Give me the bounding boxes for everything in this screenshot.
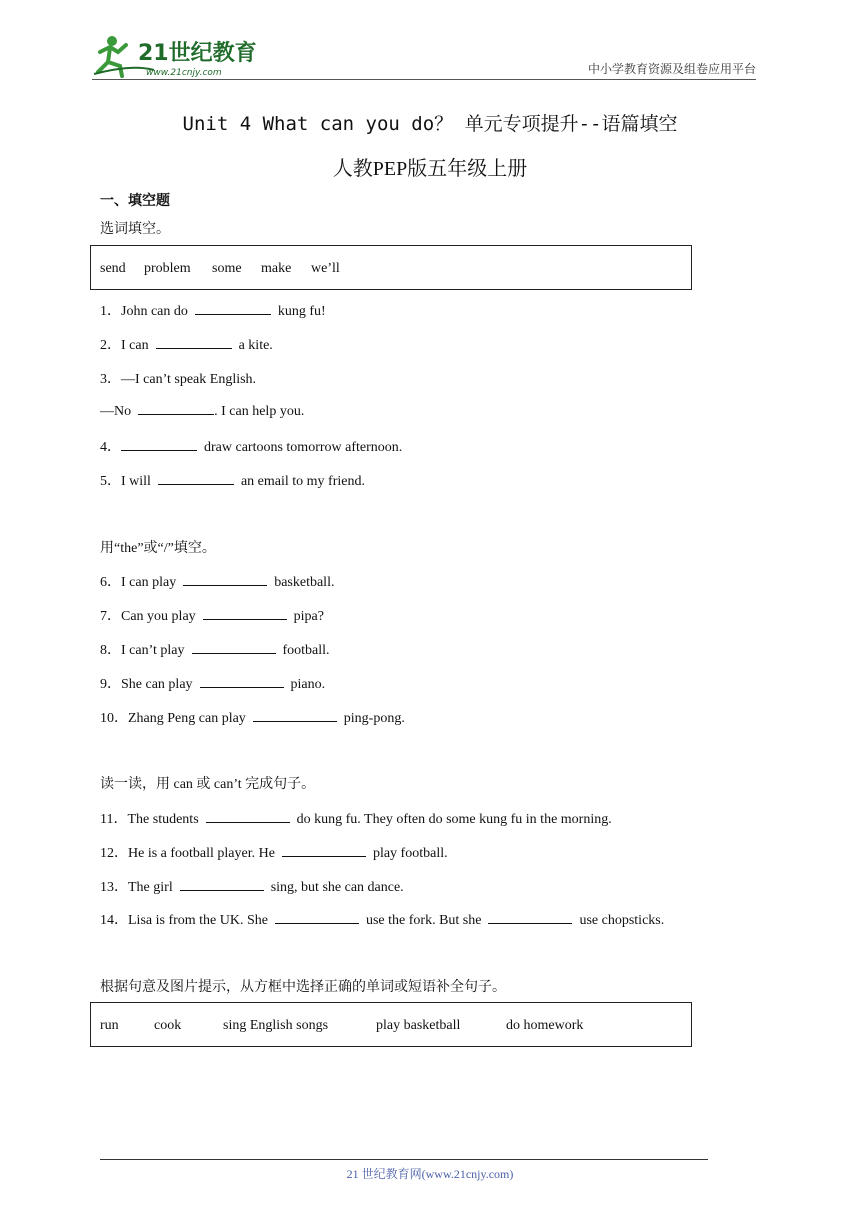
question-6 [100,571,334,591]
question-text: kung fu! [277,304,326,319]
answer-blank[interactable] [200,675,284,688]
word-bank-item: send [100,261,126,276]
part1-instruction: 选词填空。 [100,222,170,237]
header-divider [92,79,756,80]
answer-blank[interactable] [192,641,276,654]
question-1 [100,300,326,320]
answer-blank[interactable] [203,607,287,620]
question-10 [100,707,405,727]
question-14 [100,909,664,929]
footer-link[interactable]: 21 世纪教育网(www.21cnjy.com) [346,1167,514,1181]
question-text: Zhang Peng can play [128,711,246,726]
question-text: play football. [372,846,448,861]
logo-url: www.21cnjy.com [146,68,222,78]
question-text: The girl [128,880,173,895]
word-bank-item: do homework [506,1018,584,1033]
answer-blank[interactable] [156,336,232,349]
question-text: The students [127,812,199,827]
question-text: basketball. [274,575,335,590]
question-number: 13． [100,880,128,895]
question-text: Can you play [121,609,196,624]
answer-blank[interactable] [275,911,359,924]
part2-instruction: 用“the”或“/”填空。 [100,541,216,556]
word-bank-item: problem [144,261,191,276]
question-text: a kite. [238,338,273,353]
question-text: do kung fu. They often do some kung fu in the morning. [296,812,612,827]
question-number: 12． [100,846,128,861]
question-3 [100,368,256,388]
section-heading: 一、填空题 [100,193,170,209]
answer-blank[interactable] [180,878,264,891]
question-number: 1． [100,304,121,319]
question-8 [100,639,330,659]
question-text: I can’t play [121,643,185,658]
part3-instruction: 读一读，用 can 或 can’t 完成句子。 [100,777,316,792]
site-logo [92,32,262,78]
word-bank-item: play basketball [376,1018,461,1033]
question-text: piano. [290,677,326,692]
footer-divider [100,1159,708,1160]
word-box-1 [90,245,692,290]
question-text: Lisa is from the UK. She [128,913,268,928]
answer-blank[interactable] [158,472,234,485]
question-text: She can play [121,677,193,692]
part4-instruction: 根据句意及图片提示，从方框中选择正确的单词或短语补全句子。 [100,980,506,995]
platform-name: 中小学教育资源及组卷应用平台 [587,62,756,76]
word-box-2 [90,1002,692,1047]
question-number: 5． [100,474,121,489]
question-2 [100,334,273,354]
question-13 [100,876,404,896]
question-9 [100,673,325,693]
question-text: —I can’t speak English. [121,372,257,387]
question-number: 3． [100,372,121,387]
question-number: 11． [100,812,128,827]
question-text: He is a football player. He [128,846,275,861]
question-number: 9． [100,677,121,692]
page-title: Unit 4 What can you do？ 单元专项提升--语篇填空 [182,113,678,135]
question-number: 4． [100,440,121,455]
question-4 [100,436,402,456]
answer-blank[interactable] [121,438,197,451]
answer-blank[interactable] [183,573,267,586]
question-number: 7． [100,609,121,624]
question-11 [100,808,612,828]
question-text: use chopsticks. [579,913,665,928]
question-text: John can do [121,304,188,319]
question-number: 14． [100,913,128,928]
word-bank-item: some [212,261,242,276]
question-text: I will [121,474,151,489]
question-5 [100,470,365,490]
question-number: 6． [100,575,121,590]
answer-blank[interactable] [253,709,337,722]
word-bank-item: run [100,1018,119,1033]
question-number: 8． [100,643,121,658]
question-text: an email to my friend. [240,474,365,489]
answer-blank[interactable] [206,810,290,823]
answer-blank[interactable] [138,402,214,415]
answer-blank[interactable] [282,844,366,857]
question-text: . I can help you. [214,404,305,419]
question-number: 10． [100,711,128,726]
question-number: 2． [100,338,121,353]
answer-blank[interactable] [195,302,271,315]
question-text: draw cartoons tomorrow afternoon. [204,440,403,455]
page-subtitle: 人教PEP版五年级上册 [332,158,528,180]
question-7 [100,605,324,625]
word-bank-item: sing English songs [223,1018,329,1033]
question-text: —No [100,404,132,419]
question-text: sing, but she can dance. [270,880,404,895]
logo-wordmark: 21世纪教育 [138,41,257,66]
question-text: I can [121,338,149,353]
answer-blank[interactable] [488,911,572,924]
word-bank-item: we’ll [311,261,340,276]
word-bank-item: make [261,261,292,276]
question-text: use the fork. But she [365,913,482,928]
word-bank-item: cook [154,1018,182,1033]
question-12 [100,842,448,862]
question-text: pipa? [293,609,324,624]
question-text: ping-pong. [343,711,405,726]
question-text: football. [282,643,330,658]
question-3-reply [100,402,304,420]
question-text: I can play [121,575,177,590]
